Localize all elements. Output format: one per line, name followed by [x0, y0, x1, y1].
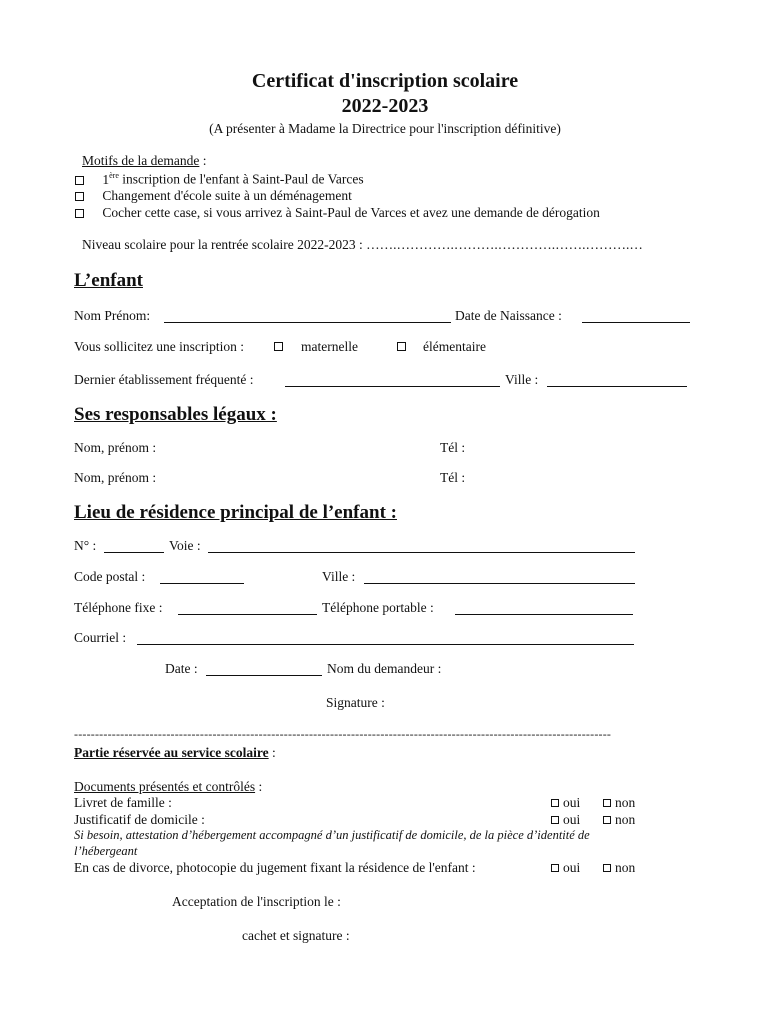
date-label: Date : — [165, 661, 198, 676]
code-postal-label: Code postal : — [74, 569, 146, 584]
signature-label: Signature : — [326, 695, 385, 710]
niveau-field[interactable]: Niveau scolaire pour la rentrée scolaire 2022-2023 : …….………….……….………….…….……….… — [82, 237, 643, 252]
checkbox-icon — [603, 799, 611, 807]
service-heading: Partie réservée au service scolaire : — [74, 745, 276, 760]
divorce-non[interactable]: non — [603, 860, 635, 876]
checkbox-icon — [603, 864, 611, 872]
livret-label: Livret de famille : — [74, 795, 172, 810]
checkbox-icon[interactable] — [75, 209, 84, 218]
motif-option-3[interactable]: Cocher cette case, si vous arrivez à Saint-Paul de Varces et avez une demande de dérogation — [75, 205, 600, 221]
voie-label: Voie : — [169, 538, 201, 553]
inscription-label: Vous sollicitez une inscription : — [74, 339, 244, 354]
checkbox-icon — [551, 864, 559, 872]
dernier-etab-label: Dernier établissement fréquenté : — [74, 372, 254, 387]
responsable-2-nom: Nom, prénom : — [74, 470, 157, 485]
motifs-label: Motifs de la demande : — [82, 153, 207, 168]
checkbox-icon — [551, 799, 559, 807]
responsable-1-tel: Tél : — [440, 440, 466, 455]
tel-portable-line[interactable] — [455, 614, 633, 615]
code-postal-line[interactable] — [160, 583, 244, 584]
date-naissance-line[interactable] — [582, 322, 690, 323]
livret-oui[interactable]: oui — [551, 795, 580, 811]
ville-label: Ville : — [505, 372, 539, 387]
section-heading-enfant: L’enfant — [74, 270, 143, 291]
checkbox-icon — [551, 816, 559, 824]
checkbox-icon[interactable] — [75, 176, 84, 185]
tel-fixe-line[interactable] — [178, 614, 317, 615]
checkbox-icon[interactable] — [274, 342, 283, 351]
courriel-line[interactable] — [137, 644, 634, 645]
justificatif-label: Justificatif de domicile : — [74, 812, 205, 827]
justificatif-oui[interactable]: oui — [551, 812, 580, 828]
elementaire-label: élémentaire — [423, 339, 486, 354]
ville-line[interactable] — [547, 386, 687, 387]
docs-label: Documents présentés et contrôlés : — [74, 779, 263, 794]
acceptation-label: Acceptation de l'inscription le : — [172, 894, 341, 909]
dernier-etab-line[interactable] — [285, 386, 500, 387]
document-subtitle: (A présenter à Madame la Directrice pour l'inscription définitive) — [209, 121, 561, 136]
nom-demandeur-label: Nom du demandeur : — [327, 661, 442, 676]
tel-portable-label: Téléphone portable : — [322, 600, 434, 615]
separator-line: -------------------------------------------------------------------------------------------------------------------------------- — [74, 727, 612, 741]
checkbox-icon[interactable] — [397, 342, 406, 351]
residence-ville-label: Ville : — [322, 569, 356, 584]
hebergement-note-2: l’hébergeant — [74, 844, 138, 858]
motif-option-1[interactable]: 1ère inscription de l'enfant à Saint-Paul de Varces — [75, 171, 364, 188]
checkbox-icon[interactable] — [75, 192, 84, 201]
justificatif-non[interactable]: non — [603, 812, 635, 828]
section-heading-responsables: Ses responsables légaux : — [74, 404, 277, 425]
voie-line[interactable] — [208, 552, 635, 553]
section-heading-residence: Lieu de résidence principal de l’enfant : — [74, 502, 397, 523]
numero-label: N° : — [74, 538, 97, 553]
date-line[interactable] — [206, 675, 322, 676]
divorce-label: En cas de divorce, photocopie du jugement fixant la résidence de l'enfant : — [74, 860, 476, 875]
tel-fixe-label: Téléphone fixe : — [74, 600, 163, 615]
numero-line[interactable] — [104, 552, 164, 553]
responsable-1-nom: Nom, prénom : — [74, 440, 157, 455]
date-naissance-label: Date de Naissance : — [455, 308, 562, 323]
nom-prenom-line[interactable] — [164, 322, 451, 323]
hebergement-note: Si besoin, attestation d’hébergement accompagné d’un justificatif de domicile, de la pièce d’identité de — [74, 828, 590, 842]
divorce-oui[interactable]: oui — [551, 860, 580, 876]
cachet-label: cachet et signature : — [242, 928, 350, 943]
livret-non[interactable]: non — [603, 795, 635, 811]
checkbox-icon — [603, 816, 611, 824]
nom-prenom-label: Nom Prénom: — [74, 308, 151, 323]
school-year: 2022-2023 — [341, 95, 429, 117]
motif-option-2[interactable]: Changement d'école suite à un déménagement — [75, 188, 352, 204]
maternelle-label: maternelle — [301, 339, 358, 354]
residence-ville-line[interactable] — [364, 583, 635, 584]
courriel-label: Courriel : — [74, 630, 127, 645]
document-title: Certificat d'inscription scolaire — [251, 70, 519, 92]
responsable-2-tel: Tél : — [440, 470, 466, 485]
